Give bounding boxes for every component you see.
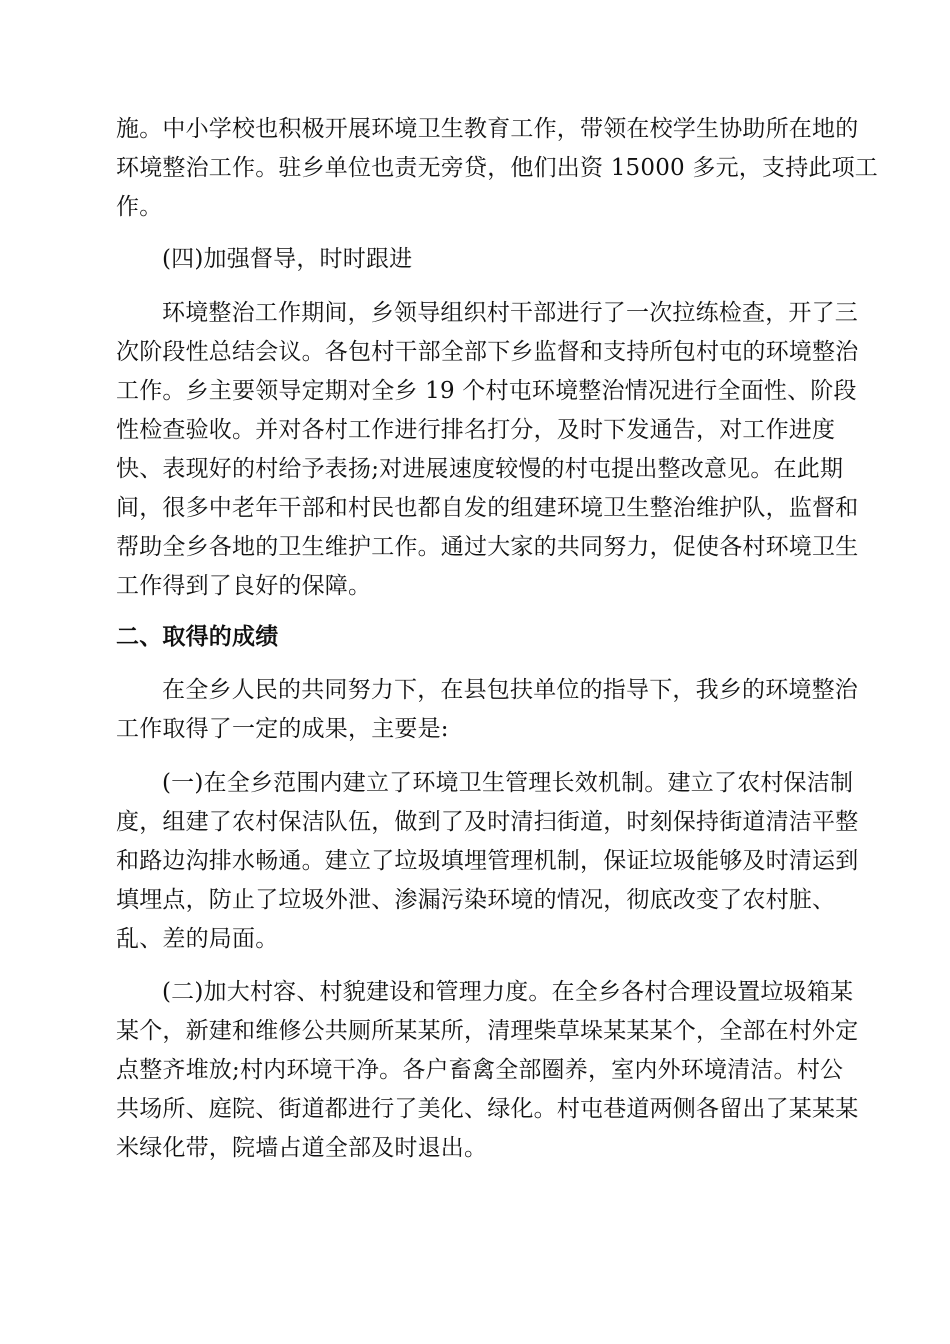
text-line: 施。中小学校也积极开展环境卫生教育工作，带领在校学生协助所在地的 <box>116 116 859 142</box>
text-line: (二)加大村容、村貌建设和管理力度。在全乡各村合理设置垃圾箱某 <box>162 979 854 1005</box>
text-line: 在全乡人民的共同努力下，在县包扶单位的指导下，我乡的环境整治 <box>162 677 858 703</box>
text-line: 次阶段性总结会议。各包村干部全部下乡监督和支持所包村屯的环境整治 <box>116 339 859 365</box>
text-line: 度，组建了农村保洁队伍，做到了及时清扫街道，时刻保持街道清洁平整 <box>116 809 859 835</box>
section-heading: 二、取得的成绩 <box>116 623 279 650</box>
text-line: 环境整治工作期间，乡领导组织村干部进行了一次拉练检查，开了三 <box>162 300 858 326</box>
text-line: 工作取得了一定的成果，主要是: <box>116 716 449 742</box>
section-subheading: (四)加强督导，时时跟进 <box>162 246 413 272</box>
text-line: 点整齐堆放;村内环境干净。各户畜禽全部圈养，室内外环境清洁。村公 <box>116 1057 844 1083</box>
text-line: 某个，新建和维修公共厕所某某所，清理柴草垛某某某个，全部在村外定 <box>116 1018 859 1044</box>
text-line: 和路边沟排水畅通。建立了垃圾填埋管理机制，保证垃圾能够及时清运到 <box>116 848 859 874</box>
text-line: 性检查验收。并对各村工作进行排名打分，及时下发通告，对工作进度 <box>116 417 836 443</box>
text-line: 填埋点，防止了垃圾外泄、渗漏污染环境的情况，彻底改变了农村脏、 <box>116 887 836 913</box>
text-line: 作。 <box>116 194 163 220</box>
text-line: 米绿化带，院墙占道全部及时退出。 <box>116 1135 488 1161</box>
text-line: 快、表现好的村给予表扬;对进展速度较慢的村屯提出整改意见。在此期 <box>116 456 844 482</box>
text-line: 帮助全乡各地的卫生维护工作。通过大家的共同努力，促使各村环境卫生 <box>116 534 859 560</box>
text-line: 环境整治工作。驻乡单位也责无旁贷，他们出资 15000 多元，支持此项工 <box>116 155 878 181</box>
text-line: 工作。乡主要领导定期对全乡 19 个村屯环境整治情况进行全面性、阶段 <box>116 378 857 404</box>
text-line: 工作得到了良好的保障。 <box>116 573 372 599</box>
text-line: 间，很多中老年干部和村民也都自发的组建环境卫生整治维护队，监督和 <box>116 495 859 521</box>
text-line: (一)在全乡范围内建立了环境卫生管理长效机制。建立了农村保洁制 <box>162 770 854 796</box>
text-line: 乱、差的局面。 <box>116 926 279 952</box>
text-line: 共场所、庭院、街道都进行了美化、绿化。村屯巷道两侧各留出了某某某 <box>116 1096 859 1122</box>
